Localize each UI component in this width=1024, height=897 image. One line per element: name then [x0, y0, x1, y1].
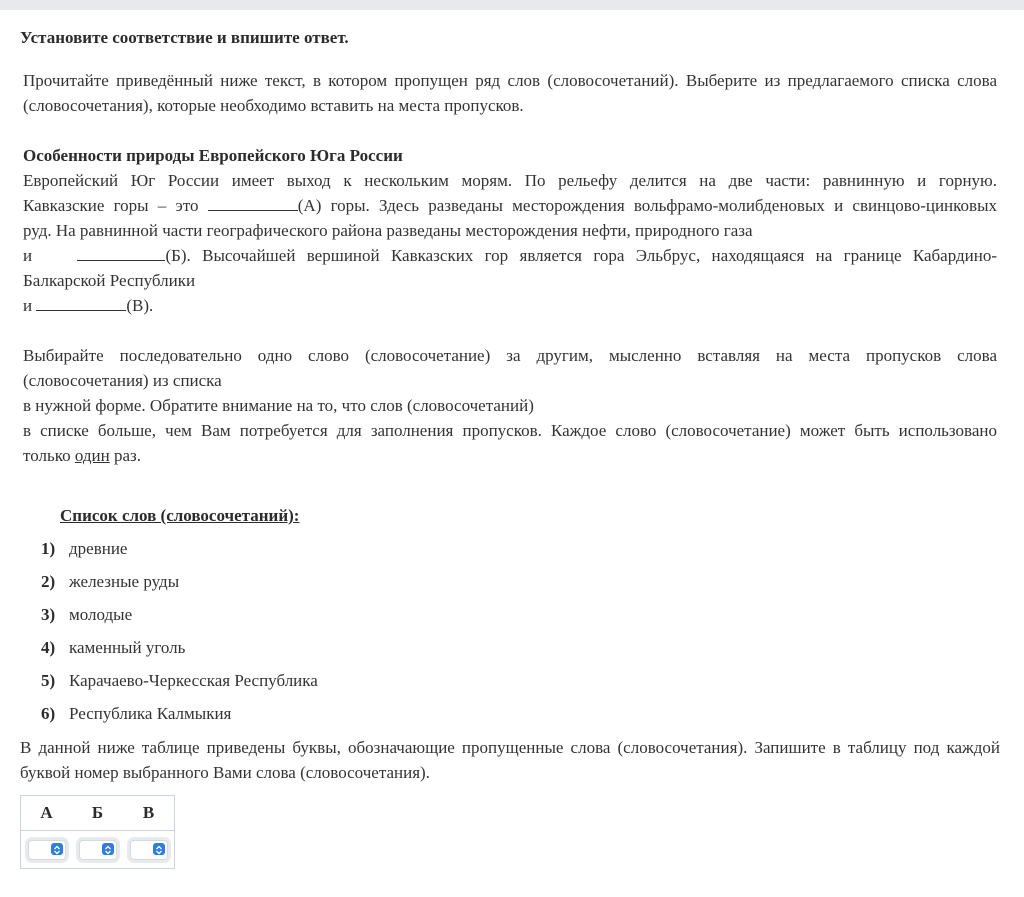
- list-item-text: Республика Калмыкия: [69, 704, 232, 723]
- answer-cell-a: [21, 831, 73, 869]
- answer-table-input-row: [21, 831, 175, 869]
- top-bar: [0, 0, 1024, 10]
- passage-line-5: Балкарской Республики: [23, 271, 196, 290]
- instructions-line-1: Выбирайте последовательно одно слово (словосочетание) за другим, мысленно вставляя на места пропусков слова: [23, 346, 997, 365]
- list-item-number: 5): [41, 671, 56, 690]
- list-item: [41, 637, 318, 670]
- updown-arrows-icon: [153, 843, 165, 855]
- passage-line-4: [23, 243, 997, 268]
- list-item: [41, 670, 318, 703]
- list-item: [41, 538, 318, 571]
- instructions-line-3: в нужной форме. Обратите внимание на то, что слов (словосочетаний): [23, 396, 534, 415]
- blank-c: [36, 294, 126, 311]
- instructions-text: раз.: [109, 446, 141, 465]
- instructions-line-2: (словосочетания) из списка: [23, 371, 222, 390]
- header-b: Б: [72, 796, 123, 831]
- table-instruction: В данной ниже таблице приведены буквы, обозначающие пропущенные слова (словосочетания). Запишите в таблицу под каждой буквой номер выбранного Вами слова (словосочетания).: [20, 738, 1000, 782]
- instructions-line-4: в списке больше, чем Вам потребуется для заполнения пропусков. Каждое слово (словосочетание) может быть использовано: [23, 421, 997, 440]
- list-item-number: 6): [41, 704, 56, 723]
- passage-line-3: руд. На равнинной части географического района разведаны месторождения нефти, природного газа: [23, 221, 753, 240]
- list-item-text: железные руды: [69, 572, 180, 591]
- task-heading: Установите соответствие и впишите ответ.: [20, 28, 349, 47]
- answer-table: [20, 795, 175, 869]
- list-item-text: древние: [69, 539, 128, 558]
- passage-text: и: [23, 246, 44, 265]
- passage-text: (В).: [126, 296, 154, 315]
- list-item-number: 4): [41, 638, 56, 657]
- blank-b: [77, 244, 165, 261]
- answer-select-v[interactable]: [130, 840, 168, 860]
- word-list-title: Список слов (словосочетаний):: [60, 506, 300, 525]
- header-a: А: [21, 796, 73, 831]
- list-item-number: 1): [41, 539, 56, 558]
- passage-text: и: [23, 296, 37, 315]
- answer-cell-v: [123, 831, 175, 869]
- answer-table-header-row: [21, 796, 175, 831]
- blank-a: [208, 194, 298, 211]
- instructions-text: только: [23, 446, 75, 465]
- list-item-text: молодые: [69, 605, 133, 624]
- passage-line-1: Европейский Юг России имеет выход к нескольким морям. По рельефу делится на две части: равнинную и горную.: [23, 171, 997, 190]
- answer-select-b[interactable]: [79, 840, 117, 860]
- passage-title: Особенности природы Европейского Юга России: [23, 146, 403, 165]
- instructions-line-5: [23, 443, 997, 468]
- instructions: [23, 343, 997, 468]
- intro-paragraph: Прочитайте приведённый ниже текст, в котором пропущен ряд слов (словосочетаний). Выберите из предлагаемого списка слова (словосочетания), которые необходимо вставить на места пропусков.: [23, 71, 997, 115]
- passage-text: (А) горы. Здесь разведаны месторождения вольфрамо-молибденовых и свинцово-цинковых: [297, 196, 997, 215]
- passage-text: Кавказские горы – это: [23, 196, 208, 215]
- passage-text: (Б). Высочайшей вершиной Кавказских гор является гора Эльбрус, находящаяся на границе Кабардино-: [165, 246, 997, 265]
- updown-arrows-icon: [102, 843, 114, 855]
- updown-arrows-icon: [51, 843, 63, 855]
- list-item-number: 2): [41, 572, 56, 591]
- list-item-text: каменный уголь: [69, 638, 186, 657]
- list-item-number: 3): [41, 605, 56, 624]
- header-v: В: [123, 796, 175, 831]
- list-item: [41, 604, 318, 637]
- passage-line-6: [23, 293, 997, 318]
- underlined-word: один: [74, 446, 110, 465]
- list-item: [41, 703, 318, 736]
- list-item: [41, 571, 318, 604]
- list-item-text: Карачаево-Черкесская Республика: [69, 671, 318, 690]
- passage-line-2: [23, 193, 997, 218]
- answer-cell-b: [72, 831, 123, 869]
- answer-select-a[interactable]: [28, 840, 66, 860]
- word-list: [41, 538, 318, 736]
- passage: [23, 143, 997, 318]
